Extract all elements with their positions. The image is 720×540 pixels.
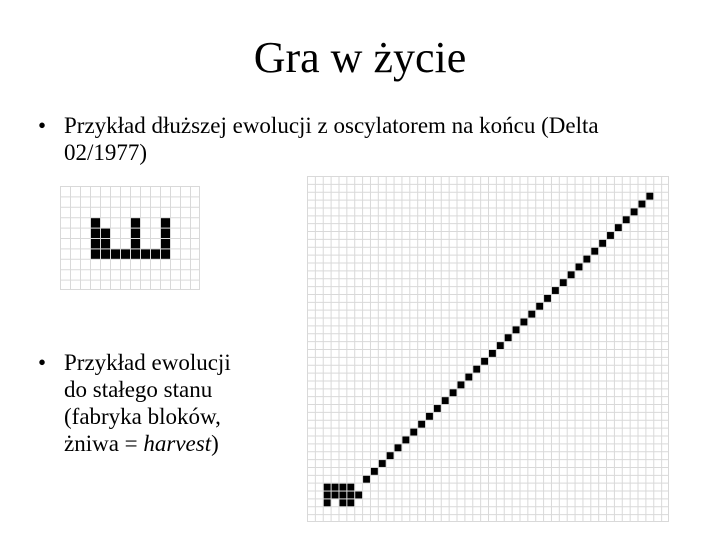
glider-trail-cell xyxy=(631,208,638,215)
live-cell xyxy=(161,249,170,258)
glider-trail-cell xyxy=(552,287,559,294)
glider-trail-cell xyxy=(560,279,567,286)
oscillator-grid xyxy=(60,186,200,290)
block-cell xyxy=(355,492,362,499)
glider-trail-cell xyxy=(371,468,378,475)
bullet-line: do stałego stanu xyxy=(64,377,213,402)
glider-trail-cell xyxy=(607,232,614,239)
live-cell xyxy=(151,249,160,258)
glider-trail-cell xyxy=(450,389,457,396)
slide-title: Gra w życie xyxy=(253,33,467,82)
bullet-marker: • xyxy=(38,350,47,375)
glider-trail-cell xyxy=(544,295,551,302)
glider-trail-cell xyxy=(623,216,630,223)
glider-trail-cell xyxy=(410,429,417,436)
block-cell xyxy=(332,484,339,491)
glider-trail-cell xyxy=(442,397,449,404)
glider-trail-cell xyxy=(615,224,622,231)
live-cell xyxy=(91,218,100,227)
glider-trail-cell xyxy=(599,240,606,247)
glider-trail-cell xyxy=(379,460,386,467)
glider-trail-cell xyxy=(363,476,370,483)
live-cell xyxy=(131,239,140,248)
glider-trail-cell xyxy=(528,311,535,318)
block-cell xyxy=(347,499,354,506)
glider-trail-cell xyxy=(489,350,496,357)
glider-trail-cell xyxy=(497,342,504,349)
block-cell xyxy=(324,492,331,499)
bullet-stable-evolution xyxy=(38,349,288,489)
glider-trail-cell xyxy=(591,248,598,255)
bullet-line: Przykład ewolucji xyxy=(64,350,231,375)
glider-trail-cell xyxy=(505,334,512,341)
glider-trail-cell xyxy=(458,381,465,388)
glider-trail-cell xyxy=(387,452,394,459)
glider-trail-cell xyxy=(536,303,543,310)
glider-trail-cell xyxy=(481,358,488,365)
block-cell xyxy=(347,492,354,499)
live-cell xyxy=(101,239,110,248)
glider-trail-cell xyxy=(402,437,409,444)
live-cell xyxy=(111,249,120,258)
glider-trail-cell xyxy=(395,444,402,451)
bullet-line: (fabryka bloków, xyxy=(64,404,221,429)
live-cell xyxy=(131,249,140,258)
block-cell xyxy=(324,499,331,506)
glider-trail-cell xyxy=(646,193,653,200)
bullet-longer-evolution xyxy=(38,112,698,172)
live-cell xyxy=(161,239,170,248)
glider-trail-cell xyxy=(568,271,575,278)
glider-trail-cell xyxy=(639,201,646,208)
live-cell xyxy=(161,218,170,227)
bullet-marker: • xyxy=(38,113,47,138)
block-cell xyxy=(332,492,339,499)
glider-trail-cell xyxy=(583,256,590,263)
bullet-text: Przykład dłuższej ewolucji z oscylatorem na końcu (Delta 02/1977) xyxy=(64,113,599,165)
block-factory-grid-svg xyxy=(307,176,669,522)
glider-trail-cell xyxy=(520,319,527,326)
bullet-line xyxy=(64,430,294,457)
glider-trail-cell xyxy=(434,405,441,412)
block-cell xyxy=(339,484,346,491)
block-cell xyxy=(324,484,331,491)
live-cell xyxy=(131,218,140,227)
block-cell xyxy=(339,492,346,499)
live-cell xyxy=(141,249,150,258)
block-cell xyxy=(347,484,354,491)
live-cell xyxy=(131,229,140,238)
glider-trail-cell xyxy=(426,413,433,420)
live-cell xyxy=(91,249,100,258)
oscillator-grid-svg xyxy=(60,186,200,290)
live-cell xyxy=(101,249,110,258)
bullet-line-suffix: ) xyxy=(211,431,219,456)
glider-trail-cell xyxy=(418,421,425,428)
glider-trail-cell xyxy=(473,366,480,373)
live-cell xyxy=(91,229,100,238)
glider-trail-cell xyxy=(576,264,583,271)
block-cell xyxy=(339,499,346,506)
live-cell xyxy=(101,229,110,238)
bullet-line-prefix: żniwa = xyxy=(64,431,144,456)
glider-trail-cell xyxy=(513,326,520,333)
live-cell xyxy=(121,249,130,258)
glider-trail-cell xyxy=(465,374,472,381)
live-cell xyxy=(161,229,170,238)
harvest-term: harvest xyxy=(143,431,212,456)
block-factory-grid xyxy=(307,176,669,522)
live-cell xyxy=(91,239,100,248)
